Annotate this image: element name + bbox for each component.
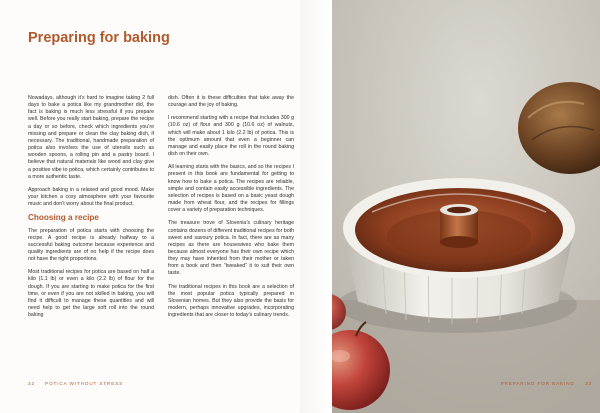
text-column-left bbox=[28, 95, 154, 325]
paragraph: All learning starts with the basics, and so the recipes I present in this book are fundamental for getting to know how to bake a potica. The recipes are reliable, simple and contain easily accessible ingredients. The selection of recipes is based on a basic yeast dough made from wheat flour, and the recipes for fillings cover a variety of preparation techniques. bbox=[168, 164, 294, 214]
bundt-pan bbox=[337, 178, 577, 333]
paragraph: Nowadays, although it’s hard to imagine taking 2 full days to bake a potica like my grandmother did, the fact is baking is much less stressful if you prepare well. Before you really start baking, prepare the recipe a day or so before, check which ingredients you’re missing and prepare or clean the clay baking dish, if necessary. The traditional, handmade preparation of potica also involves the use of utensils such as wooden spoons, a rolling pin and a pastry board. I believe that natural materials like wood and clay give a positive vibe to potica, which certainly contributes to a more authentic taste. bbox=[28, 95, 154, 180]
page-number-right: 33 bbox=[585, 381, 592, 386]
section-heading: Choosing a recipe bbox=[28, 213, 99, 223]
footer-left bbox=[28, 381, 123, 386]
paragraph: I recommend starting with a recipe that includes 300 g (10.6 oz) of flour and 300 g (10.6 oz) of walnuts, which will make about 1 kilo (2.2 lb) of potica. This is the optimum amount that even a beginner can manage and easily place the roll in the round baking dish on their own. bbox=[168, 115, 294, 158]
text-column-right bbox=[168, 95, 294, 325]
paragraph: Most traditional recipes for potica are based on half a kilo (1.1 lb) or even a kilo (2.2 lb) of flour for the dough. If you are starting to make potica for the first time, or even if you are not skilled in baking, you will find it difficult to manage these quantities and will need help to get the large soft roll into the round baking bbox=[28, 269, 154, 319]
paragraph: The preparation of potica starts with choosing the recipe. A good recipe is already halfway to a successful baking outcome because experience and quality ingredients are of no help if the recipe does not have the right proportions. bbox=[28, 227, 154, 263]
running-title-left: POTICA WITHOUT STRESS bbox=[45, 381, 124, 386]
photo-illustration bbox=[332, 0, 600, 413]
paragraph: dish. Often it is these difficulties that take away the courage and the joy of baking. bbox=[168, 95, 294, 109]
paragraph: The treasure trove of Slovenia’s culinary heritage contains dozens of different traditional recipes for both sweet and savoury potica. In fact, there are as many recipes as there are housewives who bake them because almost everyone has their own recipe which they may have inherited from their mother or taken from a book and then “tweaked” it to suit their own taste. bbox=[168, 220, 294, 277]
page-title: Preparing for baking bbox=[28, 30, 170, 46]
running-title-right: PREPARING FOR BAKING bbox=[500, 381, 575, 386]
book-gutter bbox=[300, 0, 332, 413]
page-number-left: 32 bbox=[28, 381, 35, 386]
footer-right bbox=[501, 381, 592, 386]
paragraph: The traditional recipes in this book are a selection of the most popular potica typically prepared in Slovenian homes. But they also provide the basis for modern, perhaps innovative upgrades, incorporating ingredients that are closer to today’s culinary trends. bbox=[168, 283, 294, 319]
bundt-pan-photo bbox=[332, 0, 600, 413]
paragraph: Approach baking in a relaxed and good mood. Make your kitchen a cosy atmosphere with your favourite music and don’t worry about the final product. bbox=[28, 186, 154, 208]
